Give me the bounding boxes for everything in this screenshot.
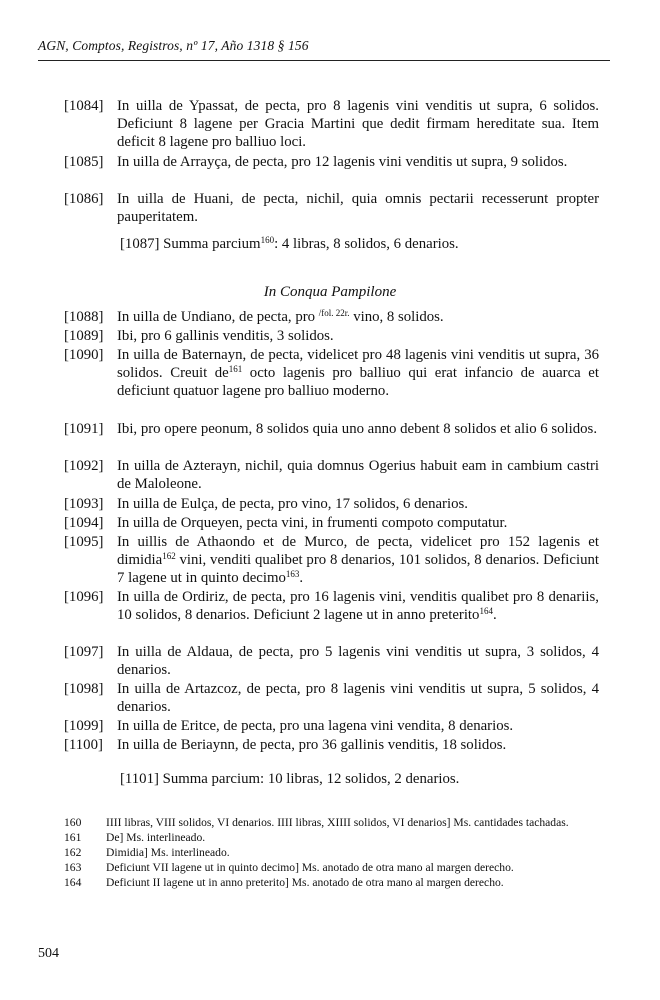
entry-number: [1097] (64, 644, 104, 660)
entry-1099 (64, 717, 599, 735)
footnote-161 (64, 830, 604, 845)
entry-text: In uilla de Arrayça, de pecta, pro 12 lagenis vini venditis ut supra, 9 solidos. (117, 154, 568, 170)
entry-number: [1088] (64, 309, 104, 325)
entry-text: In uilla de Artazcoz, de pecta, pro 8 lagenis vini venditis ut supra, 5 solidos, 4 denarios. (117, 681, 599, 716)
entry-number: [1096] (64, 589, 104, 605)
entry-number: [1092] (64, 458, 104, 474)
footnote-text: IIII libras, VIII solidos, VI denarios. IIII libras, XIIII solidos, VI denarios] Ms. cantidades tachadas. (106, 816, 569, 829)
summa-label: Summa parcium (163, 236, 261, 252)
entry-number: [1100] (64, 737, 103, 753)
entry-1089 (64, 327, 599, 345)
entry-1088 (64, 308, 599, 326)
entry-number: [1089] (64, 328, 104, 344)
footnote-number: 163 (64, 861, 82, 874)
entry-number: [1086] (64, 191, 104, 207)
entry-number: [1101] (120, 771, 159, 787)
entry-text: In uilla de Azterayn, nichil, quia domnus Ogerius habuit eam in cambium castri de Maloleone. (117, 458, 599, 493)
footnote-number: 160 (64, 816, 82, 829)
footnote-163 (64, 860, 604, 875)
entry-text: In uilla de Huani, de pecta, nichil, quia omnis pectarii recesserunt propter pauperitatem. (117, 191, 599, 226)
summa-parcium-1101 (120, 770, 459, 788)
entry-1086 (64, 190, 599, 226)
entry-1090 (64, 346, 599, 401)
entry-1091 (64, 420, 599, 438)
summa-text: Summa parcium: 10 libras, 12 solidos, 2 denarios. (162, 771, 460, 787)
summa-parcium-1087 (120, 235, 459, 253)
entry-1095 (64, 533, 599, 588)
entry-number: [1094] (64, 515, 104, 531)
entry-1094 (64, 514, 599, 532)
summa-amount: : 4 libras, 8 solidos, 6 denarios. (274, 236, 459, 252)
entry-1093 (64, 495, 599, 513)
entry-1084 (64, 97, 599, 152)
entry-text: In uilla de Eritce, de pecta, pro una lagena vini vendita, 8 denarios. (117, 718, 514, 734)
entry-number: [1098] (64, 681, 104, 697)
footnote-text: Dimidia] Ms. interlineado. (106, 846, 230, 859)
entry-1085 (64, 153, 599, 171)
entry-1097 (64, 643, 599, 679)
footnote-number: 162 (64, 846, 82, 859)
entry-1096 (64, 588, 599, 624)
footnotes (64, 815, 604, 890)
page-number: 504 (38, 946, 59, 961)
footnote-ref-162: 162 (162, 551, 176, 562)
footnote-number: 164 (64, 876, 82, 889)
footnote-text: De] Ms. interlineado. (106, 831, 206, 844)
entry-number: [1091] (64, 421, 104, 437)
header-rule (38, 60, 610, 61)
entry-number: [1095] (64, 534, 104, 550)
entry-text: Ibi, pro opere peonum, 8 solidos quia uno anno debent 8 solidos et alio 6 solidos. (117, 421, 598, 437)
footnote-160 (64, 815, 604, 830)
entry-1098 (64, 680, 599, 716)
running-header: AGN, Comptos, Registros, nº 17, Año 1318 § 156 (38, 38, 309, 53)
entry-number: [1085] (64, 154, 104, 170)
entry-number: [1087] (120, 236, 160, 252)
entry-number: [1090] (64, 347, 104, 363)
footnote-ref-161: 161 (228, 364, 243, 375)
entry-text: Ibi, pro 6 gallinis venditis, 3 solidos. (117, 328, 334, 344)
entry-text: In uilla de Ordiriz, de pecta, pro 16 lagenis vini, venditis qualibet pro 8 denariis, 10 solidos, 8 denarios. Deficiunt 2 lagene ut in anno preterito$^{164}$. (117, 589, 599, 624)
entry-text: In uilla de Beriaynn, de pecta, pro 36 gallinis venditis, 18 solidos. (117, 737, 507, 753)
entry-text: In uilla de Aldaua, de pecta, pro 5 lagenis vini venditis ut supra, 3 solidos, 4 denarios. (117, 644, 599, 679)
footnote-ref-163: 163 (285, 569, 300, 580)
entry-text: In uilla de Ypassat, de pecta, pro 8 lagenis vini venditis ut supra, 6 solidos. Deficiunt 8 lagene per Gracia Martini que dedit firmam hereditate sua. Item deficit 8 lagene pro balliuo loci. (117, 98, 599, 151)
footnote-number: 161 (64, 831, 82, 844)
entry-1100 (64, 736, 599, 754)
entry-text: In uilla de Baternayn, de pecta, videlicet pro 48 lagenis vini venditis ut supra, 36 solidos. Creuit $de^{161}$ octo lagenis pro balliuo qui erat infancio de auarca et deficiunt quatuor lagene pro balliuo moderno. (117, 347, 599, 400)
entry-number: [1099] (64, 718, 104, 734)
footnote-text: Deficiunt VII lagene ut in quinto decimo] Ms. anotado de otra mano al margen derecho. (106, 861, 514, 874)
entry-1092 (64, 457, 599, 493)
footnote-ref-164: 164 (479, 606, 493, 617)
entry-text: In uilla de Eulça, de pecta, pro vino, 17 solidos, 6 denarios. (117, 496, 468, 512)
footnote-162 (64, 845, 604, 860)
entry-text: In uillis de Athaondo et de Murco, de pecta, videlicet pro 152 lagenis et dimidia$^{162}$ vini, venditi qualibet pro 8 denarios, 101 solidos, 8 denarios. Deficiunt 7 lagene ut in quinto decimo$^{163}$. (117, 534, 599, 587)
folio-marker: /fol. 22r. (318, 308, 350, 318)
entry-text: In uilla de Undiano, de pecta, pro $^{/fol. 22r.}$ vino, 8 solidos. (117, 308, 444, 325)
entry-text: In uilla de Orqueyen, pecta vini, in frumenti compoto computatur. (117, 515, 508, 531)
entry-number: [1093] (64, 496, 104, 512)
entry-number: [1084] (64, 98, 104, 114)
section-title: In Conqua Pampilone (263, 284, 397, 300)
footnote-ref-160: 160 (260, 235, 275, 245)
footnote-164 (64, 875, 604, 890)
footnote-text: Deficiunt II lagene ut in anno preterito] Ms. anotado de otra mano al margen derecho. (106, 876, 504, 889)
